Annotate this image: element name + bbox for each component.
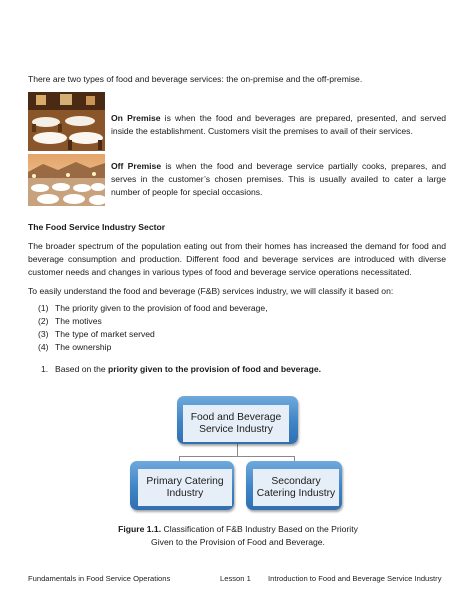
outdoor-catering-event-photo (28, 154, 105, 206)
numbered-item (41, 363, 441, 376)
criteria-list (38, 302, 438, 354)
off-premise-definition: is when the food and beverage service partially cooks, prepares, and serves in the customer’s chosen premises. This is usually availed to cater a large number of people for special occasions. (111, 161, 446, 197)
numbered-item-text: Based on the priority given to the provision of food and beverage. (55, 364, 322, 374)
connector-horizontal (179, 456, 294, 457)
connector-vertical-top (237, 444, 238, 456)
numbered-item-number: 1. (41, 364, 49, 374)
intro-text: There are two types of food and beverage services: the on-premise and the off-premise. (28, 74, 363, 84)
footer-lesson-title: Introduction to Food and Beverage Service Industry (268, 574, 442, 583)
paragraph-classification-intro: To easily understand the food and beverage (F&B) services industry, we will classify it based on: (28, 286, 394, 296)
off-premise-description (111, 160, 446, 199)
footer-lesson-number: Lesson 1 (220, 574, 251, 583)
section-heading: The Food Service Industry Sector (28, 222, 166, 232)
figure-label: Figure 1.1. (118, 524, 162, 534)
on-premise-definition: is when the food and beverages are prepared, presented, and served inside the establishment. Customers visit the premises to avail of their services. (111, 113, 447, 136)
list-item: (2) The motives (38, 316, 102, 326)
on-premise-description (111, 112, 446, 138)
list-item: (1) The priority given to the provision of food and beverage, (38, 303, 268, 313)
diagram-label-left: Primary Catering Industry (138, 469, 232, 506)
diagram-label-right: Secondary Catering Industry (253, 469, 339, 506)
list-item: (4) The ownership (38, 342, 112, 352)
paragraph-demand: The broader spectrum of the population eating out from their homes has increased the demand for food and beverage consumption and production. Different food and beverage services are introduced with diverse customer needs and changes in various types of food and beverage service operations necessitated. (28, 241, 446, 277)
restaurant-dining-room-photo (28, 92, 105, 151)
figure-caption: Figure 1.1. Classification of F&B Industry Based on the Priority Given to the Provision of Food and Beverage. (118, 524, 358, 547)
off-premise-term: Off Premise (111, 161, 162, 171)
diagram-label-top: Food and Beverage Service Industry (183, 405, 289, 442)
list-item: (3) The type of market served (38, 329, 155, 339)
on-premise-term: On Premise (111, 113, 161, 123)
footer-course-title: Fundamentals in Food Service Operations (28, 574, 171, 583)
